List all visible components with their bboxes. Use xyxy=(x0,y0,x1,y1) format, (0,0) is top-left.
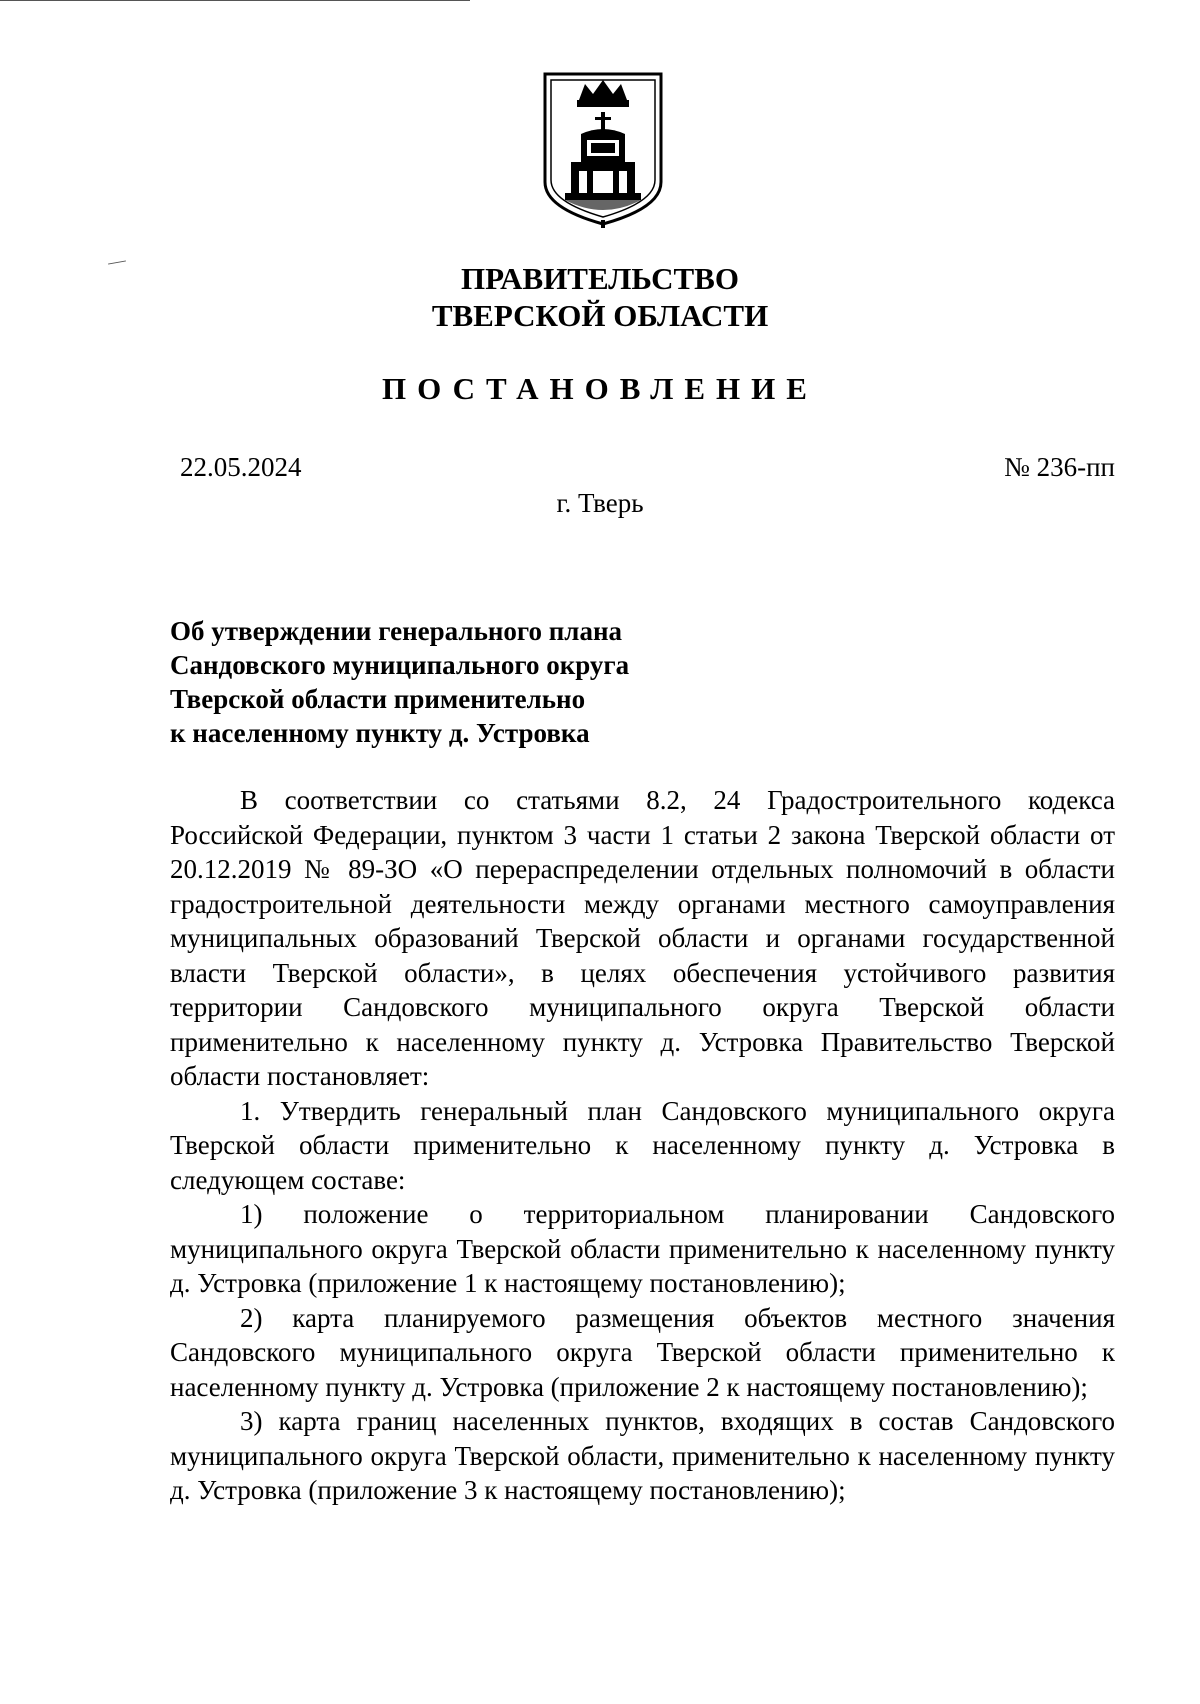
document-number: № 236-пп xyxy=(1004,452,1115,482)
document-body xyxy=(170,783,1115,1508)
document-title xyxy=(170,614,770,750)
organization-name-line1: ПРАВИТЕЛЬСТВО xyxy=(461,261,739,296)
title-line: к населенному пункту д. Устровка xyxy=(170,718,590,748)
body-paragraph: 3) карта границ населенных пунктов, входящих в состав Сандовского муниципального округа Тверской области, применительно к населенному пункту д. Устровка (приложение 3 к настоящему постановлению); xyxy=(170,1406,1115,1505)
title-line: Об утверждении генерального плана xyxy=(170,616,622,646)
body-paragraph: 1. Утвердить генеральный план Сандовского муниципального округа Тверской области применительно к населенному пункту д. Устровка в следующем составе: xyxy=(170,1095,1115,1195)
tver-coat-of-arms-icon xyxy=(541,70,665,228)
organization-name-line2: ТВЕРСКОЙ ОБЛАСТИ xyxy=(431,298,769,333)
scan-mark xyxy=(108,260,126,264)
document-city: г. Тверь xyxy=(556,488,644,518)
body-paragraph: 1) положение о территориальном планировании Сандовского муниципального округа Тверской области применительно к населенному пункту д. Устровка (приложение 1 к настоящему постановлению); xyxy=(170,1199,1115,1298)
title-line: Сандовского муниципального округа xyxy=(170,650,630,680)
body-paragraph: 2) карта планируемого размещения объектов местного значения Сандовского муниципального округа Тверской области применительно к населенному пункту д. Устровка (приложение 2 к настоящему постановлению); xyxy=(170,1302,1115,1402)
document-date: 22.05.2024 xyxy=(180,452,302,482)
body-paragraph: В соответствии со статьями 8.2, 24 Градостроительного кодекса Российской Федерации, пунктом 3 части 1 статьи 2 закона Тверской области от 20.12.2019 № 89-ЗО «О перераспределении отдельных полномочий в области градостроительной деятельности между органами местного самоуправления муниципальных образований Тверской области и органами государственной власти Тверской области», в целях обеспечения устойчивого развития территории Сандовского муниципального округа Тверской области применительно к населенному пункту д. Устровка Правительство Тверской области постановляет: xyxy=(170,785,1115,1091)
title-line: Тверской области применительно xyxy=(170,684,586,714)
document-type: ПОСТАНОВЛЕНИЕ xyxy=(382,371,818,406)
scan-edge-line xyxy=(0,0,470,1)
